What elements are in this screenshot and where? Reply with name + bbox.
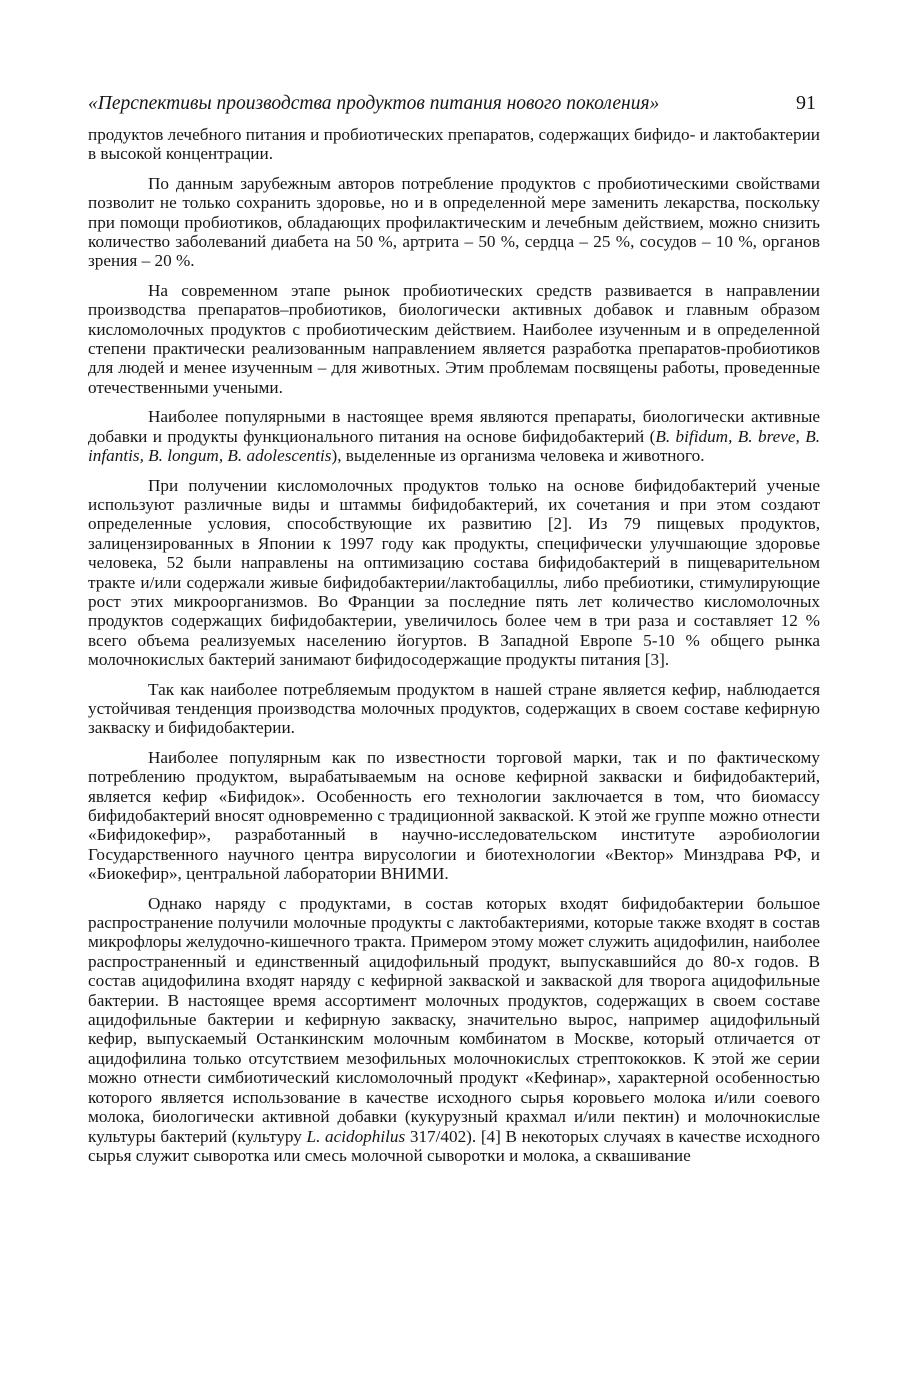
paragraph-8-text-a: Однако наряду с продуктами, в состав которых входят бифидобактерии большое распространение получили молочные продукты с лактобактериями, которые также входят в состав микрофлоры желудочно-кишечного тракта. Примером этому может служить ацидофилин, наиболее распространенный и единственный ацидофильный продукт, выпускавшийся до 80-х годов. В состав ацидофилина входят наряду с кефирной закваской и закваской для творога ацидофильные бактерии. В настоящее время ассортимент молочных продуктов, содержащих в своем составе ацидофильные бактерии и кефирную закваску, значительно вырос, например ацидофильный кефир, выпускаемый Останкинским молочным комбинатом в Москве, который отличается от ацидофилина только отсутствием мезофильных молочнокислых стрептококков. К этой же серии можно отнести симбиотический кисломолочный продукт «Кефинар», характерной особенностью которого является использование в качестве исходного сырья коровьего молока и/или соевого молока, биологически активной добавки (кукурузный крахмал и/или пектин) и молочнокислые культуры бактерий (культуру <box>88 893 820 1146</box>
paragraph-6: Так как наиболее потребляемым продуктом в нашей стране является кефир, наблюдается устойчивая тенденция производства молочных продуктов, содержащих в своем составе кефирную закваску и бифидобактерии. <box>88 679 820 738</box>
page <box>88 92 820 1175</box>
paragraph-1: продуктов лечебного питания и пробиотических препаратов, содержащих бифидо- и лактобактерии в высокой концентрации. <box>88 125 820 164</box>
species-name: L. acidophilus <box>306 1126 406 1146</box>
page-number: 91 <box>796 92 816 114</box>
paragraph-8-text-b: 317/402). [4] В некоторых случаях в качестве исходного сырья служит сыворотка или смесь молочной сыворотки и молока, а сквашивание <box>88 1126 820 1165</box>
paragraph-2: По данным зарубежным авторов потребление продуктов с пробиотическими свойствами позволит не только сохранить здоровье, но и в определенной мере заменить лекарства, поскольку при помощи пробиотиков, обладающих профилактическим и лечебным действием, можно снизить количество заболеваний диабета на 50 %, артрита – 50 %, сердца – 25 %, сосудов – 10 %, органов зрения – 20 %. <box>88 173 820 271</box>
paragraph-4 <box>88 407 820 465</box>
running-title: «Перспективы производства продуктов питания нового поколения» <box>88 93 660 114</box>
paragraph-3: На современном этапе рынок пробиотических средств развивается в направлении производства препаратов–пробиотиков, биологически активных добавок и главным образом кисломолочных продуктов с пробиотическим действием. Наиболее изученным и в определенной степени практически реализованным направлением является разработка препаратов-пробиотиков для людей и менее изученным – для животных. Этим проблемам посвящены работы, проведенные отечественными учеными. <box>88 280 820 397</box>
paragraph-4-text-b: ), выделенные из организма человека и животного. <box>331 446 705 466</box>
paragraph-7: Наиболее популярным как по известности торговой марки, так и по фактическому потреблению продуктом, вырабатываемым на основе кефирной закваски и бифидобактерий, является кефир «Бифидок». Особенность его технологии заключается в том, что биомассу бифидобактерий вносят одновременно с традиционной закваской. К этой же группе можно отнести «Бифидокефир», разработанный в научно-исследовательском институте аэробиологии Государственного научного центра вирусологии и биотехнологии «Вектор» Минздрава РФ, и «Биокефир», центральной лаборатории ВНИМИ. <box>88 747 820 884</box>
running-header <box>88 92 820 115</box>
paragraph-4-text-a: Наиболее популярными в настоящее время являются препараты, биологически активные добавки и продукты функционального питания на основе бифидобактерий ( <box>88 407 820 446</box>
paragraph-8 <box>88 894 820 1166</box>
paragraph-5: При получении кисломолочных продуктов только на основе бифидобактерий ученые используют различные виды и штаммы бифидобактерий, их сочетания и при этом создают определенные условия, способствующие их развитию [2]. Из 79 пищевых продуктов, залицензированных в Японии к 1997 году как продукты, специфически улучшающие здоровье человека, 52 были направлены на оптимизацию состава бифидобактерий в пищеварительном тракте и/или содержали живые бифидобактерии/лактобациллы, либо пребиотики, стимулирующие рост этих микроорганизмов. Во Франции за последние пять лет количество кисломолочных продуктов содержащих бифидобактерии, увеличилось более чем в три раза и составляет 12 % всего объема реализуемых населению йогуртов. В Западной Европе 5-10 % общего рынка молочнокислых бактерий занимают бифидосодержащие продукты питания [3]. <box>88 475 820 670</box>
species-list: B. bifidum, B. breve, B. infantis, B. longum, B. adolescentis <box>88 426 820 466</box>
